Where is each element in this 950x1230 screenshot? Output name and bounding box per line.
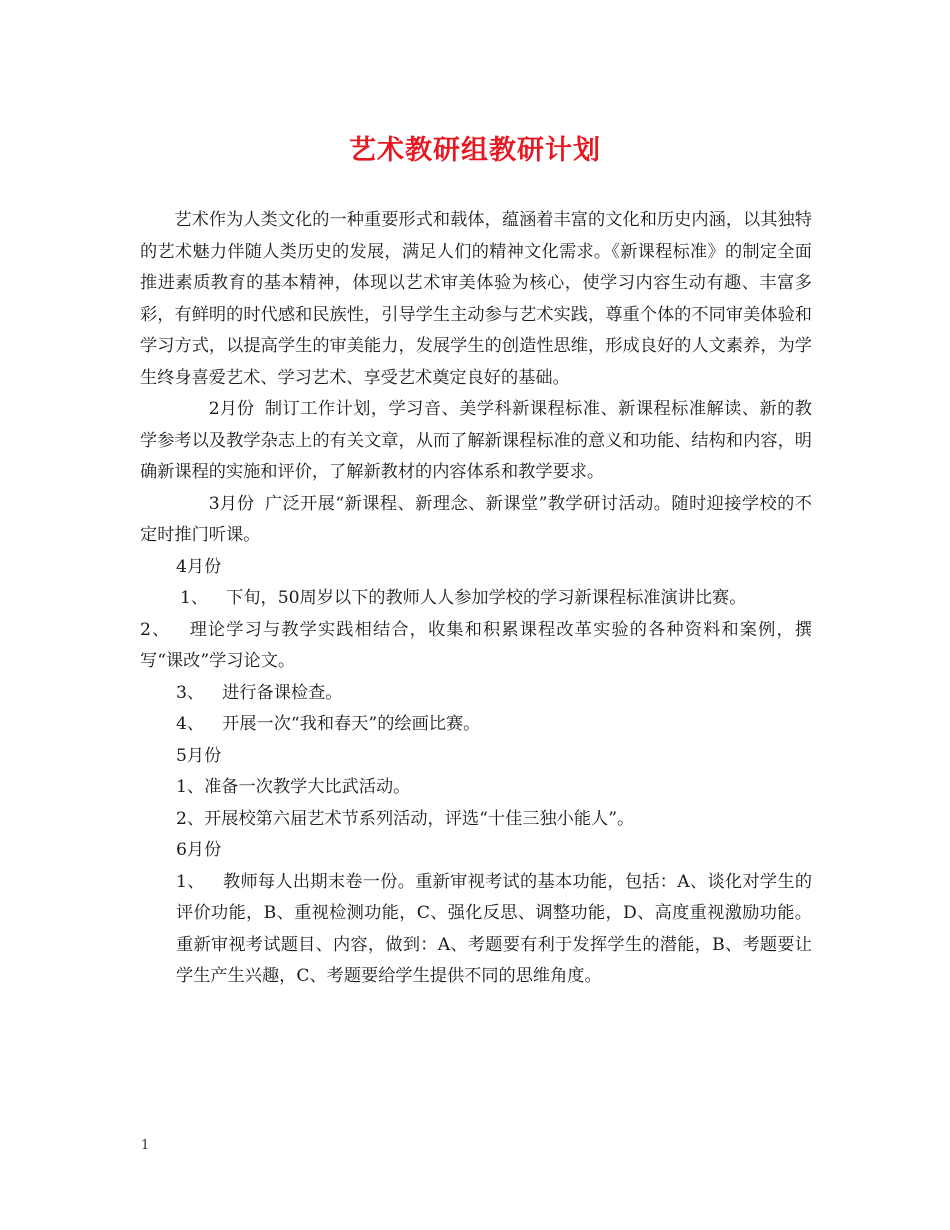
document-body <box>140 205 812 993</box>
june-item-1-text: 教师每人出期末卷一份。重新审视考试的基本功能，包括：A、谈化对学生的评价功能，B、重视检测功能，C、强化反思、调整功能，D、高度重视激励功能。重新审视考试题目、内容，做到：A、考题要有利于发挥学生的潜能，B、考题要让学生产生兴趣，C、考题要给学生提供不同的思维角度。 <box>176 871 813 986</box>
april-item-3-text: 进行备课检查。 <box>222 682 343 703</box>
june-heading: 6月份 <box>176 840 222 860</box>
may-item-1: 1、准备一次教学大比武活动。 <box>176 777 411 797</box>
february-label: 2月份 <box>208 399 255 419</box>
april-item-4 <box>140 709 812 741</box>
june-item-1 <box>140 867 812 993</box>
march-text: 广泛开展“新课程、新理念、新课堂”教学研讨活动。随时迎接学校的不定时推门听课。 <box>140 493 812 545</box>
april-item-4-num: 4、 <box>176 714 205 734</box>
april-item-3-num: 3、 <box>176 682 205 703</box>
may-item-2: 2、开展校第六届艺术节系列活动，评选“十佳三独小能人”。 <box>176 808 635 829</box>
april-heading: 4月份 <box>176 556 222 577</box>
march-paragraph <box>140 489 812 552</box>
february-paragraph <box>140 394 812 489</box>
april-item-2 <box>140 615 812 678</box>
march-label: 3月份 <box>208 493 255 514</box>
document-title: 艺术教研组教研计划 <box>349 135 601 166</box>
april-item-3 <box>140 678 812 710</box>
june-item-1-num: 1、 <box>176 871 205 892</box>
april-item-1-num: 1、 <box>180 588 209 608</box>
intro-paragraph: 艺术作为人类文化的一种重要形式和载体，蕴涵着丰富的文化和历史内涵，以其独特的艺术魅力伴随人类历史的发展，满足人们的精神文化需求。《新课程标准》的制定全面推进素质教育的基本精神，体现以艺术审美体验为核心，使学习内容生动有趣、丰富多彩，有鲜明的时代感和民族性，引导学生主动参与艺术实践，尊重个体的不同审美体验和学习方式，以提高学生的审美能力，发展学生的创造性思维，形成良好的人文素养，为学生终身喜爱艺术、学习艺术、享受艺术奠定良好的基础。 <box>140 210 812 388</box>
page-number: 1 <box>141 1138 150 1153</box>
may-heading: 5月份 <box>176 745 222 766</box>
april-item-1 <box>140 583 812 615</box>
april-item-2-text: 理论学习与教学实践相结合，收集和积累课程改革实验的各种资料和案例，撰写“课改”学习论文。 <box>140 619 812 671</box>
april-item-4-text: 开展一次“我和春天”的绘画比赛。 <box>222 714 481 734</box>
february-text: 制订工作计划，学习音、美学科新课程标准、新课程标准解读、新的教学参考以及教学杂志上的有关文章，从而了解新课程标准的意义和功能、结构和内容，明确新课程的实施和评价，了解新教材的内容体系和教学要求。 <box>140 399 812 482</box>
april-item-1-text: 下旬，50周岁以下的教师人人参加学校的学习新课程标准演讲比赛。 <box>226 588 747 608</box>
april-item-2-num: 2、 <box>140 619 171 640</box>
